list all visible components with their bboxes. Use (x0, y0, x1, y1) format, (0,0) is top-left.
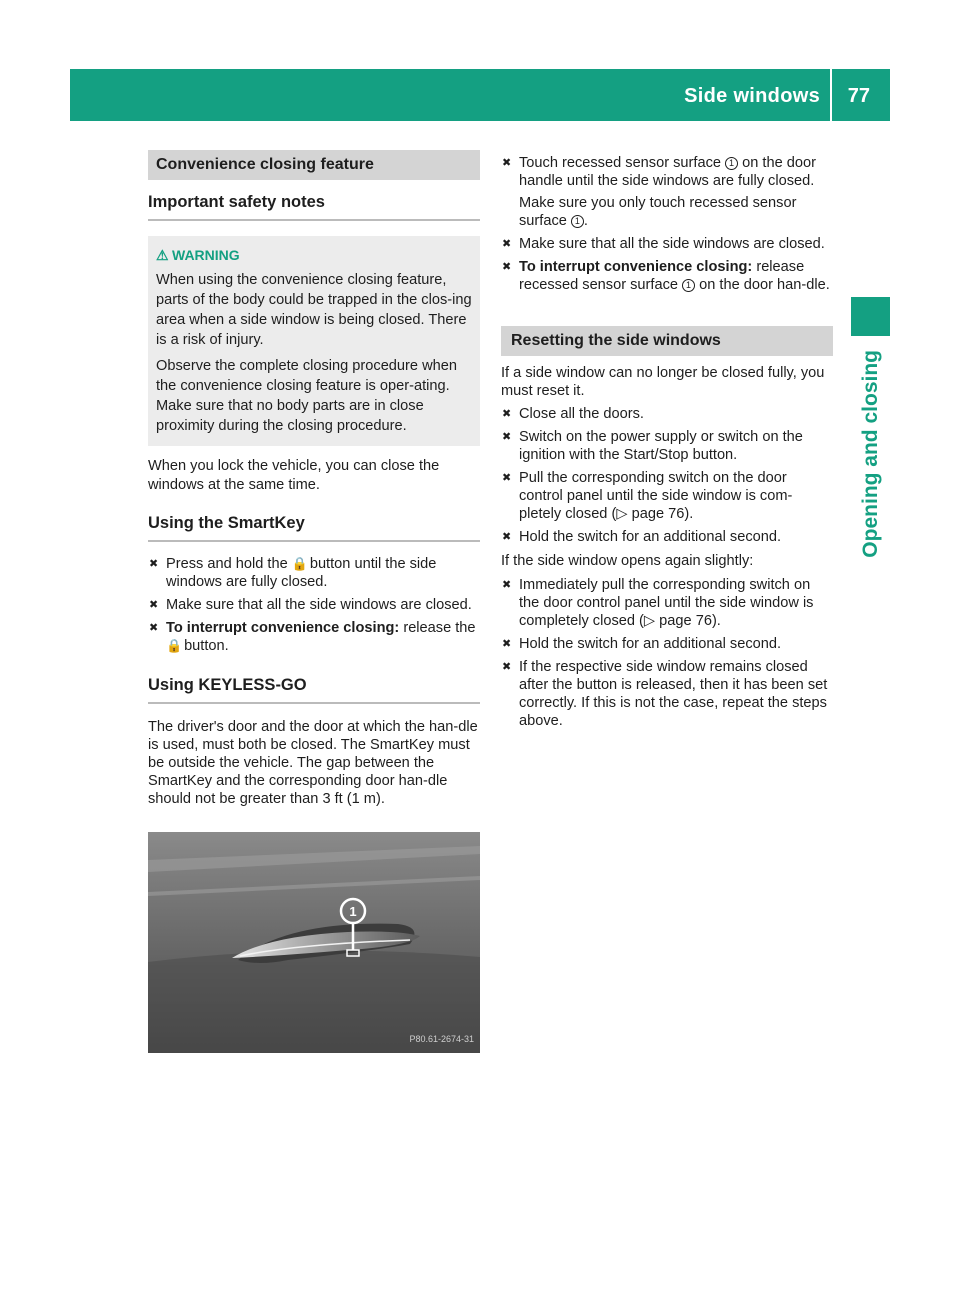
warning-label: WARNING (172, 247, 240, 263)
callout-1-label: 1 (349, 904, 357, 919)
reopen-step-3: ✖ If the respective side window remains closed after the button is released, then it has been set correctly. If this is not the case, repeat the steps above. (501, 658, 833, 730)
lock-button-icon: 🔒 (166, 638, 183, 653)
safety-heading: Important safety notes (148, 192, 480, 221)
touch-step-2: ✖ Make sure that all the side windows are closed. (501, 235, 833, 253)
reset-step-2: ✖ Switch on the power supply or switch on the ignition with the Start/Stop button. (501, 428, 833, 464)
touch-note: Make sure you only touch recessed sensor surface 1 . (519, 195, 797, 229)
lock-info-text: When you lock the vehicle, you can close the windows at the same time. (148, 458, 440, 493)
chapter-side-label-text: Opening and closing (859, 350, 882, 558)
smartkey-step-2: ✖ Make sure that all the side windows are closed. (148, 596, 480, 614)
reopen-intro: If the side window opens again slightly: (501, 553, 754, 569)
reset-step-1: ✖ Close all the doors. (501, 405, 833, 423)
chapter-tab-marker (851, 297, 890, 336)
reopen-step-1: ✖ Immediately pull the corresponding switch on the door control panel until the side window is completely closed (▷ page 76). (501, 576, 833, 630)
smartkey-heading: Using the SmartKey (148, 513, 480, 542)
keyless-text: The driver's door and the door at which the han-dle is used, must both be closed. The SmartKey must be outside the vehicle. The gap between the SmartKey and the corresponding door han-dle should not be greater than 3 ft (1 m). (148, 719, 478, 807)
reopen-step-2: ✖ Hold the switch for an additional second. (501, 635, 833, 653)
door-handle-photo (148, 832, 480, 1053)
warning-box (148, 236, 480, 446)
touch-step-3: ✖ To interrupt convenience closing: release recessed sensor surface 1 on the door han-dle. (501, 258, 833, 294)
warning-header (156, 246, 472, 264)
keyless-heading: Using KEYLESS-GO (148, 675, 480, 704)
warning-triangle-icon: ⚠ (156, 247, 169, 263)
page-header (70, 69, 890, 121)
section-title: Convenience closing feature (148, 150, 480, 180)
reset-intro: If a side window can no longer be closed fully, you must reset it. (501, 365, 825, 399)
door-handle-illustration (148, 832, 480, 1053)
lock-button-icon: 🔒 (291, 556, 308, 571)
callout-1-icon: 1 (725, 157, 738, 170)
chapter-title: Side windows (684, 85, 820, 107)
right-column (501, 154, 833, 730)
smartkey-step-1: ✖ Press and hold the 🔒 button until the side windows are fully closed. (148, 555, 480, 591)
reset-step-3: ✖ Pull the corresponding switch on the door control panel until the side window is com-pletely closed (▷ page 76). (501, 469, 833, 523)
touch-step-1: ✖ Touch recessed sensor surface 1 on the door handle until the side windows are fully closed. (501, 154, 833, 190)
header-divider (830, 69, 832, 121)
callout-1-icon: 1 (682, 279, 695, 292)
warning-text-1: When using the convenience closing feature, parts of the body could be trapped in the clos-ing area when a side window is being closed. There is a risk of injury. (156, 272, 472, 348)
warning-text-2: Observe the complete closing procedure when the convenience closing feature is oper-ating. Make sure that no body parts are in close proximity during the closing procedure. (156, 358, 457, 434)
callout-1-icon: 1 (571, 215, 584, 228)
left-column (148, 150, 480, 1053)
smartkey-step-3: ✖ To interrupt convenience closing: release the 🔒 button. (148, 619, 480, 655)
reset-step-4: ✖ Hold the switch for an additional second. (501, 528, 833, 546)
reset-section-title: Resetting the side windows (501, 326, 833, 356)
image-reference-code: P80.61-2674-31 (409, 1034, 474, 1044)
page-number: 77 (847, 85, 870, 107)
